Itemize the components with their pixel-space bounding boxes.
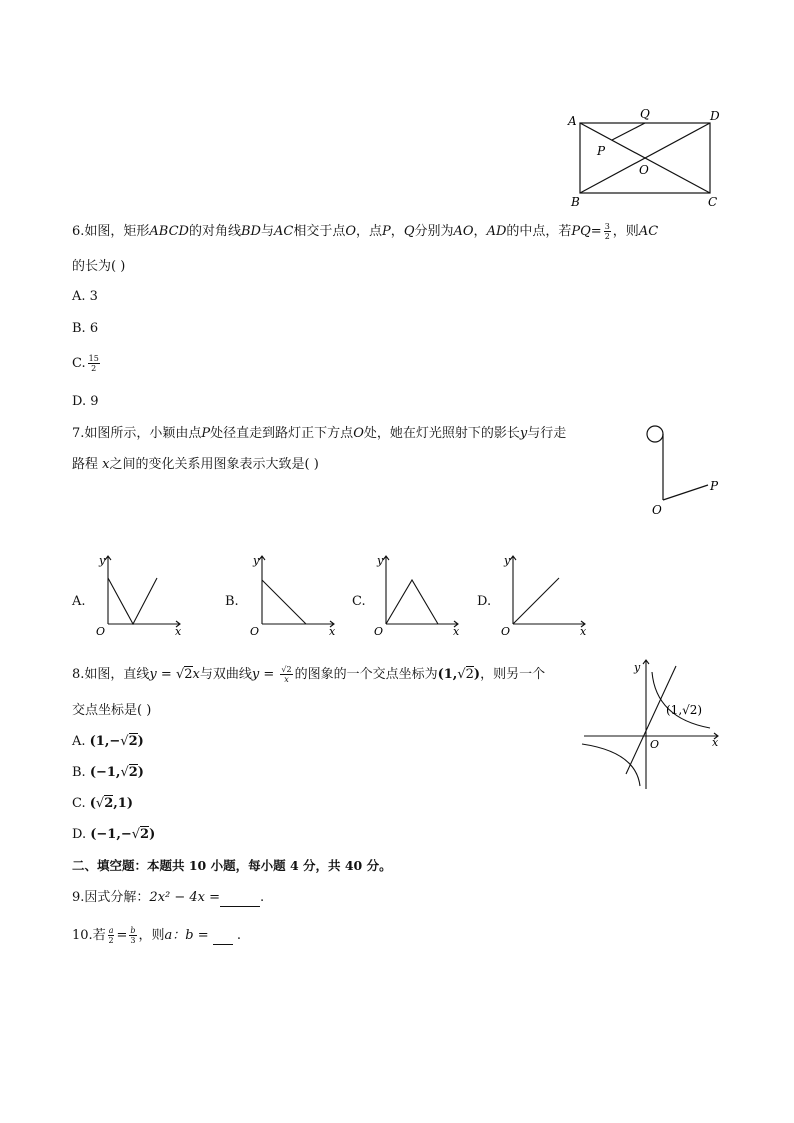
option-8c[interactable]: C. (√2,1) <box>72 796 133 811</box>
label-d: D <box>710 109 720 123</box>
svg-text:x: x <box>329 625 336 638</box>
option-6a[interactable]: A. 3 <box>72 289 98 304</box>
question-6-stem: 6.如图，矩形ABCD的对角线BD与AC相交于点O，点P，Q分别为AO，AD的中点，若PQ= $\frac{3}{2}$ ，则AC <box>72 222 659 241</box>
option-8d[interactable]: D. (−1,−√2) <box>72 827 156 842</box>
label-o: O <box>639 163 649 177</box>
option-7d-graph[interactable] <box>495 550 595 640</box>
svg-text:x: x <box>175 625 182 638</box>
section-2-heading: 二、填空题：本题共 10 小题，每小题 4 分，共 40 分。 <box>72 858 392 873</box>
question-8-line2: 交点坐标是( ) <box>72 703 152 718</box>
svg-text:O: O <box>650 738 660 751</box>
svg-text:y: y <box>99 554 106 567</box>
svg-text:y: y <box>377 554 384 567</box>
svg-text:O: O <box>501 625 511 638</box>
label-b: B <box>571 195 580 209</box>
label-a: A <box>568 114 577 128</box>
option-6d[interactable]: D. 9 <box>72 394 99 409</box>
streetlamp-figure <box>640 420 730 520</box>
svg-text:y: y <box>253 554 260 567</box>
option-7c-label[interactable]: C. <box>352 594 366 609</box>
question-10: 10.若 $\frac{a}{2}$ = $\frac{b}{3}$ ，则a：b = . <box>72 926 242 945</box>
option-6b[interactable]: B. 6 <box>72 321 99 336</box>
option-7d-label[interactable]: D. <box>477 594 492 609</box>
svg-text:x: x <box>453 625 460 638</box>
question-6-line2: 的长为( ) <box>72 259 126 274</box>
option-8a[interactable]: A. (1,−√2) <box>72 734 144 749</box>
lamp-label-o: O <box>652 503 662 517</box>
question-7-line2: 路程 x之间的变化关系用图象表示大致是( ) <box>72 457 319 472</box>
question-8-stem: 8.如图，直线y = √2x与双曲线y = $\frac{√2}{x}$ 的图象的一个交点坐标为(1,√2)，则另一个 <box>72 665 546 684</box>
svg-text:O: O <box>250 625 260 638</box>
lamp-label-p: P <box>710 479 719 493</box>
svg-text:x: x <box>712 736 719 749</box>
question-7-stem: 7.如图所示，小颖由点P处径直走到路灯正下方点O处，她在灯光照射下的影长y与行走 <box>72 426 567 441</box>
answer-blank-9[interactable] <box>220 890 260 907</box>
svg-text:O: O <box>374 625 384 638</box>
option-7b-graph[interactable] <box>244 550 344 640</box>
option-6c[interactable]: C. $\frac{15}{2}$ <box>72 354 99 373</box>
label-q: Q <box>640 107 650 121</box>
label-p: P <box>597 144 606 158</box>
question-9: 9.因式分解：2x² − 4x = . <box>72 890 265 905</box>
svg-text:y: y <box>504 554 511 567</box>
intersection-point-label: (1,√2) <box>666 703 703 717</box>
option-7b-label[interactable]: B. <box>225 594 239 609</box>
rectangle-figure <box>560 100 730 212</box>
hyperbola-figure <box>580 656 730 794</box>
svg-text:O: O <box>96 625 106 638</box>
option-7a-graph[interactable] <box>90 550 190 640</box>
svg-text:y: y <box>634 661 641 674</box>
option-7a-label[interactable]: A. <box>72 594 86 609</box>
answer-blank-10[interactable] <box>213 928 233 945</box>
label-c: C <box>708 195 718 209</box>
option-7c-graph[interactable] <box>368 550 468 640</box>
option-8b[interactable]: B. (−1,√2) <box>72 765 144 780</box>
svg-text:x: x <box>580 625 587 638</box>
